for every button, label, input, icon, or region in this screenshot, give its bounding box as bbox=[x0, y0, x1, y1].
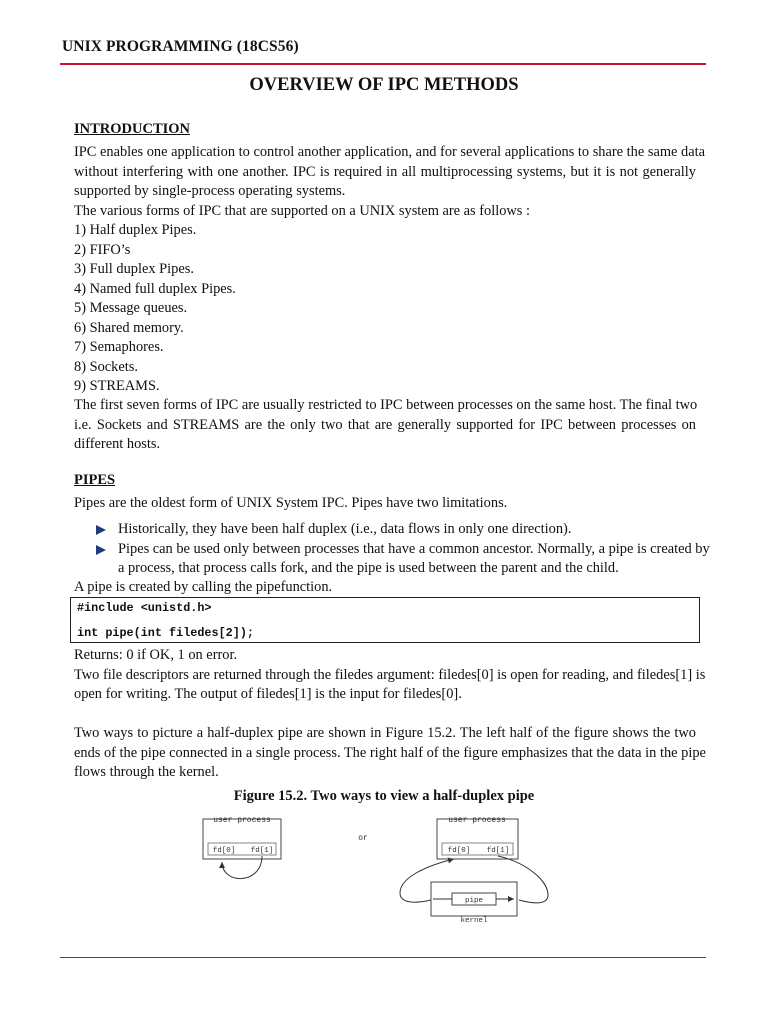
text-line: ends of the pipe connected in a single process. The right half of the figure emphasizes that the data in the pipe bbox=[74, 744, 706, 761]
arrow-bullet-icon bbox=[96, 525, 106, 535]
text-line: Two file descriptors are returned through the filedes argument: filedes[0] is open for reading, and filedes[1] is bbox=[74, 666, 706, 683]
left-diagram bbox=[203, 816, 281, 879]
text-line: IPC enables one application to control another application, and for several applications to share the same data bbox=[74, 144, 705, 160]
text-line: flows through the kernel. bbox=[74, 764, 219, 781]
list-item: 7) Semaphores. bbox=[74, 339, 164, 355]
list-item: 9) STREAMS. bbox=[74, 378, 160, 394]
figure-explanation-paragraph bbox=[74, 724, 706, 783]
kernel-label: kernel bbox=[460, 917, 488, 925]
returns-paragraph bbox=[74, 646, 706, 705]
text-line: Historically, they have been half duplex (i.e., data flows in only one direction). bbox=[118, 521, 572, 537]
arrow-bullet-icon bbox=[96, 545, 106, 555]
figure-caption: Figure 15.2. Two ways to view a half-duplex pipe bbox=[233, 788, 535, 804]
left-user-process-box bbox=[203, 819, 281, 859]
list-item: 2) FIFO’s bbox=[74, 241, 131, 258]
left-user-process-label: user process bbox=[213, 816, 271, 825]
right-fd0-label: fd[0] bbox=[447, 847, 471, 855]
fd1-to-pipe-arrow bbox=[498, 856, 548, 903]
right-diagram bbox=[400, 816, 548, 925]
right-fd1-label: fd[1] bbox=[486, 847, 510, 855]
pipes-limitations-list bbox=[96, 520, 710, 579]
kernel-box bbox=[431, 882, 517, 916]
page-title: OVERVIEW OF IPC METHODS bbox=[249, 75, 519, 95]
left-fd0-label: fd[0] bbox=[212, 847, 236, 855]
text-line: i.e. Sockets and STREAMS are the only two that are generally supported for IPC between processes on bbox=[74, 416, 696, 433]
pipe-box bbox=[452, 893, 496, 905]
intro-paragraph bbox=[74, 143, 705, 221]
ipc-forms-list bbox=[74, 221, 236, 397]
pipe-label: pipe bbox=[464, 897, 484, 905]
text-line: supported by single-process operating systems. bbox=[74, 183, 346, 200]
left-fd-box bbox=[208, 843, 276, 855]
bullet-item bbox=[96, 540, 710, 579]
text-line: a process, that process calls fork, and the pipe is used between the parent and the child. bbox=[118, 560, 619, 576]
text-line: Two ways to picture a half-duplex pipe are shown in Figure 15.2. The left half of the figure shows the two bbox=[74, 725, 696, 741]
list-item: 6) Shared memory. bbox=[74, 319, 184, 336]
right-user-process-label: user process bbox=[448, 816, 506, 825]
code-line-prototype: int pipe(int filedes[2]); bbox=[77, 626, 254, 640]
right-fd-box bbox=[442, 843, 513, 855]
text-line: Pipes are the oldest form of UNIX System IPC. Pipes have two limitations. bbox=[74, 495, 508, 511]
text-line: The various forms of IPC that are supported on a UNIX system are as follows : bbox=[74, 202, 531, 219]
or-label: or bbox=[358, 834, 368, 843]
text-line: different hosts. bbox=[74, 436, 161, 453]
pipe-create-line bbox=[74, 578, 696, 598]
text-line: A pipe is created by calling the pipefunction. bbox=[74, 579, 333, 595]
bullet-item bbox=[96, 520, 702, 540]
pipes-intro bbox=[74, 494, 696, 514]
intro-closing-paragraph bbox=[74, 396, 696, 455]
pipe-to-fd0-arrow bbox=[400, 859, 454, 902]
text-line: open for writing. The output of filedes[1] is the input for filedes[0]. bbox=[74, 686, 462, 703]
footer-rule bbox=[60, 957, 706, 958]
text-line: Returns: 0 if OK, 1 on error. bbox=[74, 647, 238, 663]
left-pipe-loop-arrow bbox=[222, 856, 262, 879]
list-item: 5) Message queues. bbox=[74, 300, 188, 316]
text-line: Pipes can be used only between processes that have a common ancestor. Normally, a pipe is created by bbox=[118, 540, 710, 557]
list-item: 3) Full duplex Pipes. bbox=[74, 261, 194, 277]
text-line: without interfering with one another. IPC is required in all multiprocessing systems, but it is not generally bbox=[74, 163, 696, 180]
introduction-heading: INTRODUCTION bbox=[74, 121, 191, 137]
list-item: 1) Half duplex Pipes. bbox=[74, 222, 197, 238]
course-header: UNIX PROGRAMMING (18CS56) bbox=[62, 38, 299, 55]
left-fd1-label: fd[1] bbox=[250, 847, 274, 855]
pipes-heading: PIPES bbox=[74, 472, 116, 488]
text-line: The first seven forms of IPC are usually restricted to IPC between processes on the same host. The final two bbox=[74, 397, 698, 413]
header-rule bbox=[60, 63, 706, 65]
code-box bbox=[70, 597, 700, 643]
code-line-include: #include <unistd.h> bbox=[77, 601, 212, 615]
right-user-process-box bbox=[437, 819, 518, 859]
list-item: 8) Sockets. bbox=[74, 358, 138, 375]
list-item: 4) Named full duplex Pipes. bbox=[74, 280, 236, 297]
